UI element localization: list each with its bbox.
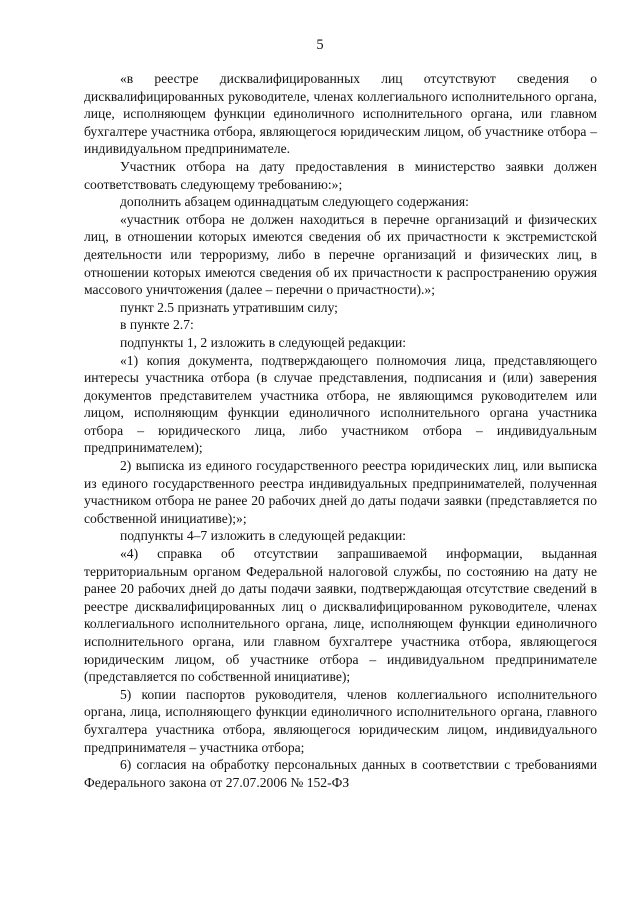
document-body <box>84 70 597 791</box>
paragraph-applicant-requirement: Участник отбора на дату предоставления в министерство заявки должен соответствовать следующему требованию:»; <box>84 158 597 192</box>
paragraph-extremism-lists: «участник отбора не должен находиться в перечне организаций и физических лиц, в отношении которых имеются сведения об их причастности к экстремистской деятельности или терроризму, либо в перечне организаций и физических лиц, в отношении которых имеются сведения об их причастности к распространению оружия массового уничтожения (далее – перечни о причастности).»; <box>84 211 597 298</box>
paragraph-disqualified-registry: «в реестре дисквалифицированных лиц отсутствуют сведения о дисквалифицированных руководителе, членах коллегиального исполнительного органа, лице, исполняющем функции единоличного исполнительного органа, или главном бухгалтере участника отбора, являющегося юридическим лицом, об участнике отбора – индивидуальном предпринимателе. <box>84 71 597 157</box>
paragraph-clause-2-5: пункт 2.5 признать утратившим силу; <box>120 299 338 315</box>
paragraph-item-2: 2) выписка из единого государственного реестра юридических лиц, или выписка из единого государственного реестра индивидуальных предпринимателей, полученная участником отбора не ранее 20 рабочих дней до даты подачи заявки (представляется по собственной инициативе);»; <box>84 458 597 526</box>
paragraph-subclauses-1-2: подпункты 1, 2 изложить в следующей редакции: <box>120 334 407 350</box>
paragraph-item-5: 5) копии паспортов руководителя, членов коллегиального исполнительного органа, лица, исполняющего функции единоличного исполнительного органа, главного бухгалтера участника отбора, являющегося юридическим лицом, индивидуального предпринимателя – участника отбора; <box>84 686 597 755</box>
paragraph-item-4: «4) справка об отсутствии запрашиваемой информации, выданная территориальным органом Федеральной налоговой службы, по состоянию на дату не ранее 20 рабочих дней до даты подачи заявки, подтверждающая отсутствие сведений в реестре дисквалифицированных лиц о дисквалифицированном руководителе, членах коллегиального исполнительного органа, лице, исполняющем функции единоличного исполнительного органа, или главном бухгалтере участника отбора, являющегося юридическим лицом, об участнике отбора – индивидуальном предпринимателе (представляется по собственной инициативе); <box>84 546 597 685</box>
paragraph-item-1: «1) копия документа, подтверждающего полномочия лица, представляющего интересы участника отбора (в случае представления, подписания и (или) заверения документов представителем участника отбора, не являющимся руководителем или лицом, исполняющим функции единоличного исполнительного органа участника отбора – юридического лица, либо участником отбора – индивидуальным предпринимателем); <box>84 352 597 456</box>
page-number: 5 <box>316 37 324 53</box>
paragraph-subclauses-4-7: подпункты 4–7 изложить в следующей редакции: <box>120 528 407 544</box>
paragraph-add-eleventh: дополнить абзацем одиннадцатым следующего содержания: <box>120 194 469 210</box>
paragraph-clause-2-7: в пункте 2.7: <box>120 317 194 333</box>
paragraph-item-6: 6) согласия на обработку персональных данных в соответствии с требованиями Федерального закона от 27.07.2006 № 152-ФЗ <box>84 757 597 790</box>
